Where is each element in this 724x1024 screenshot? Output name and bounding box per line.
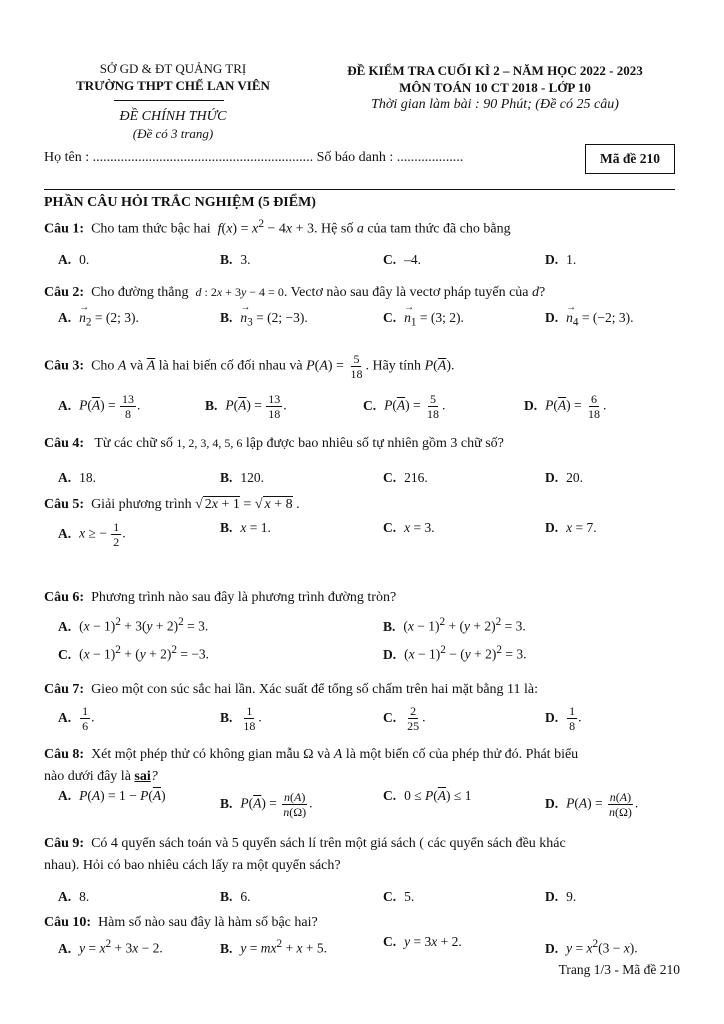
q9-option-b[interactable]: B. 6. xyxy=(220,889,251,904)
q1-option-b[interactable]: B. 3. xyxy=(220,252,251,267)
q10-option-b[interactable]: B. $y = mx^2 + x + 5$. xyxy=(220,938,328,956)
header-right xyxy=(310,62,680,113)
exam-title: ĐỀ KIỂM TRA CUỐI KÌ 2 – NĂM HỌC 2022 - 2023 xyxy=(347,63,643,78)
q8-option-d[interactable]: D. P(A) = $\frac{n(A)}{n(\Omega)}$ . xyxy=(545,790,639,819)
q10-option-a[interactable]: A. $y = x^2 + 3x - 2$. xyxy=(58,938,163,956)
q7-option-d[interactable]: D. $\frac{1}{8}$ . xyxy=(545,704,582,733)
q1-option-c[interactable]: C. –4. xyxy=(383,252,421,267)
department-name: SỞ GD & ĐT QUẢNG TRỊ xyxy=(99,61,247,76)
q9-option-c[interactable]: C. 5. xyxy=(383,889,415,904)
q4-option-c[interactable]: C. 216. xyxy=(383,470,428,485)
q5-option-b[interactable]: B. x = 1. xyxy=(220,520,271,535)
q4-option-d[interactable]: D. 20. xyxy=(545,470,583,485)
question-2: Câu 2: Cho đường thẳng d : 2x + 3y − 4 = 0. Vectơ nào sau đây là vectơ pháp tuyến của d? xyxy=(44,285,546,300)
q7-option-c[interactable]: C. $\frac{2}{25}$ . xyxy=(383,704,426,733)
q10-option-d[interactable]: D. $y = x^2(3 - x)$. xyxy=(545,938,638,956)
exam-code-box: Mã đề 210 xyxy=(585,144,675,174)
q3-option-d[interactable]: D. $P(\overline{A})$ = $\frac{6}{18}$ . xyxy=(524,392,607,421)
q7-option-a[interactable]: A. $\frac{1}{6}$ . xyxy=(58,704,95,733)
question-10: Câu 10: Hàm số nào sau đây là hàm số bậc hai? xyxy=(44,915,318,930)
q6-option-d[interactable]: D. $(x - 1)^2 - (y + 2)^2 = 3$. xyxy=(383,644,527,662)
q8-option-a[interactable]: A. $P(A) = 1 - P(\overline{A})$ xyxy=(58,788,166,803)
school-name: TRƯỜNG THPT CHẾ LAN VIÊN xyxy=(76,78,270,93)
q9-option-d[interactable]: D. 9. xyxy=(545,889,577,904)
header-rule xyxy=(44,189,675,190)
q2-option-a[interactable]: A. → $n_2 = (2$; 3). xyxy=(58,308,139,333)
header-divider xyxy=(114,100,224,101)
q7-option-b[interactable]: B. $\frac{1}{18}$ . xyxy=(220,704,262,733)
question-1: Câu 1: Cho tam thức bậc hai $f(x) = x^2 - 4x + 3$. Hệ số a của tam thức đã cho bằng xyxy=(44,217,511,237)
q1-option-d[interactable]: D. 1. xyxy=(545,252,577,267)
official-label: ĐỀ CHÍNH THỨC (Đề có 3 trang) xyxy=(119,109,227,141)
q1-option-a[interactable]: A. 0. xyxy=(58,252,90,267)
q2-option-d[interactable]: D. → $n_4 = (-2$; 3). xyxy=(545,308,633,333)
q5-option-c[interactable]: C. x = 3. xyxy=(383,520,435,535)
question-9: Câu 9: Có 4 quyển sách toán và 5 quyển sách lí trên một giá sách ( các quyển sách đều khác nhau). Hỏi có bao nhiêu cách lấy ra một quyển sách? xyxy=(44,836,566,873)
q5-option-a[interactable]: A. x ≥ − $\frac{1}{2}$ . xyxy=(58,520,126,549)
q4-option-a[interactable]: A. 18. xyxy=(58,470,96,485)
exam-time: Thời gian làm bài : 90 Phút; (Đề có 25 câu) xyxy=(371,97,619,112)
q6-option-b[interactable]: B. $(x - 1)^2 + (y + 2)^2 = 3$. xyxy=(383,616,526,634)
section-title: PHẦN CÂU HỎI TRẮC NGHIỆM (5 ĐIỂM) xyxy=(44,195,316,210)
q4-option-b[interactable]: B. 120. xyxy=(220,470,265,485)
q3-option-b[interactable]: B. $P(\overline{A})$ = $\frac{13}{18}$ . xyxy=(205,392,287,421)
q5-option-d[interactable]: D. x = 7. xyxy=(545,520,597,535)
header-left xyxy=(44,60,302,94)
question-3: Câu 3: Cho A và $\overline{A}$ là hai biến cố đối nhau và P(A) = $\frac{5}{18}$ . Hãy tính $P(\overline{A})$. xyxy=(44,352,455,381)
page-footer: Trang 1/3 - Mã đề 210 xyxy=(558,962,680,977)
question-4: Câu 4: Từ các chữ số 1, 2, 3, 4, 5, 6 lập được bao nhiêu số tự nhiên gồm 3 chữ số? xyxy=(44,436,504,451)
question-8: Câu 8: Xét một phép thử có không gian mẫu Ω và A là một biến cố của phép thử đó. Phát biểu nào dưới đây là sai? xyxy=(44,747,579,784)
question-7: Câu 7: Gieo một con súc sắc hai lần. Xác suất để tổng số chấm trên hai mặt bằng 11 là: xyxy=(44,682,539,697)
q8-option-c[interactable]: C. $0 \le P(\overline{A}) \le 1$ xyxy=(383,788,472,803)
q6-option-a[interactable]: A. $(x - 1)^2 + 3(y + 2)^2 = 3$. xyxy=(58,616,209,634)
q3-option-a[interactable]: A. $P(\overline{A})$ = $\frac{13}{8}$ . xyxy=(58,392,141,421)
q8-option-b[interactable]: B. $P(\overline{A})$ = $\frac{n(A)}{n(\Omega)}$ . xyxy=(220,790,313,819)
q10-option-c[interactable]: C. y = 3x + 2. xyxy=(383,934,462,949)
exam-subject: MÔN TOÁN 10 CT 2018 - LỚP 10 xyxy=(399,80,591,95)
q9-option-a[interactable]: A. 8. xyxy=(58,889,90,904)
q3-option-c[interactable]: C. $P(\overline{A})$ = $\frac{5}{18}$ . xyxy=(363,392,446,421)
question-5: Câu 5: Giải phương trình √ 2x + 1 = √ x + 8 . xyxy=(44,497,300,512)
question-6: Câu 6: Phương trình nào sau đây là phương trình đường tròn? xyxy=(44,590,397,605)
student-name-line: Họ tên : ............................................................... Số báo danh : ................... xyxy=(44,150,464,165)
q2-option-c[interactable]: C. → $n_1 = (3$; 2). xyxy=(383,308,464,333)
q6-option-c[interactable]: C. $(x - 1)^2 + (y + 2)^2 = -3$. xyxy=(58,644,210,662)
q2-option-b[interactable]: B. → $n_3 = (2$; −3). xyxy=(220,308,308,333)
